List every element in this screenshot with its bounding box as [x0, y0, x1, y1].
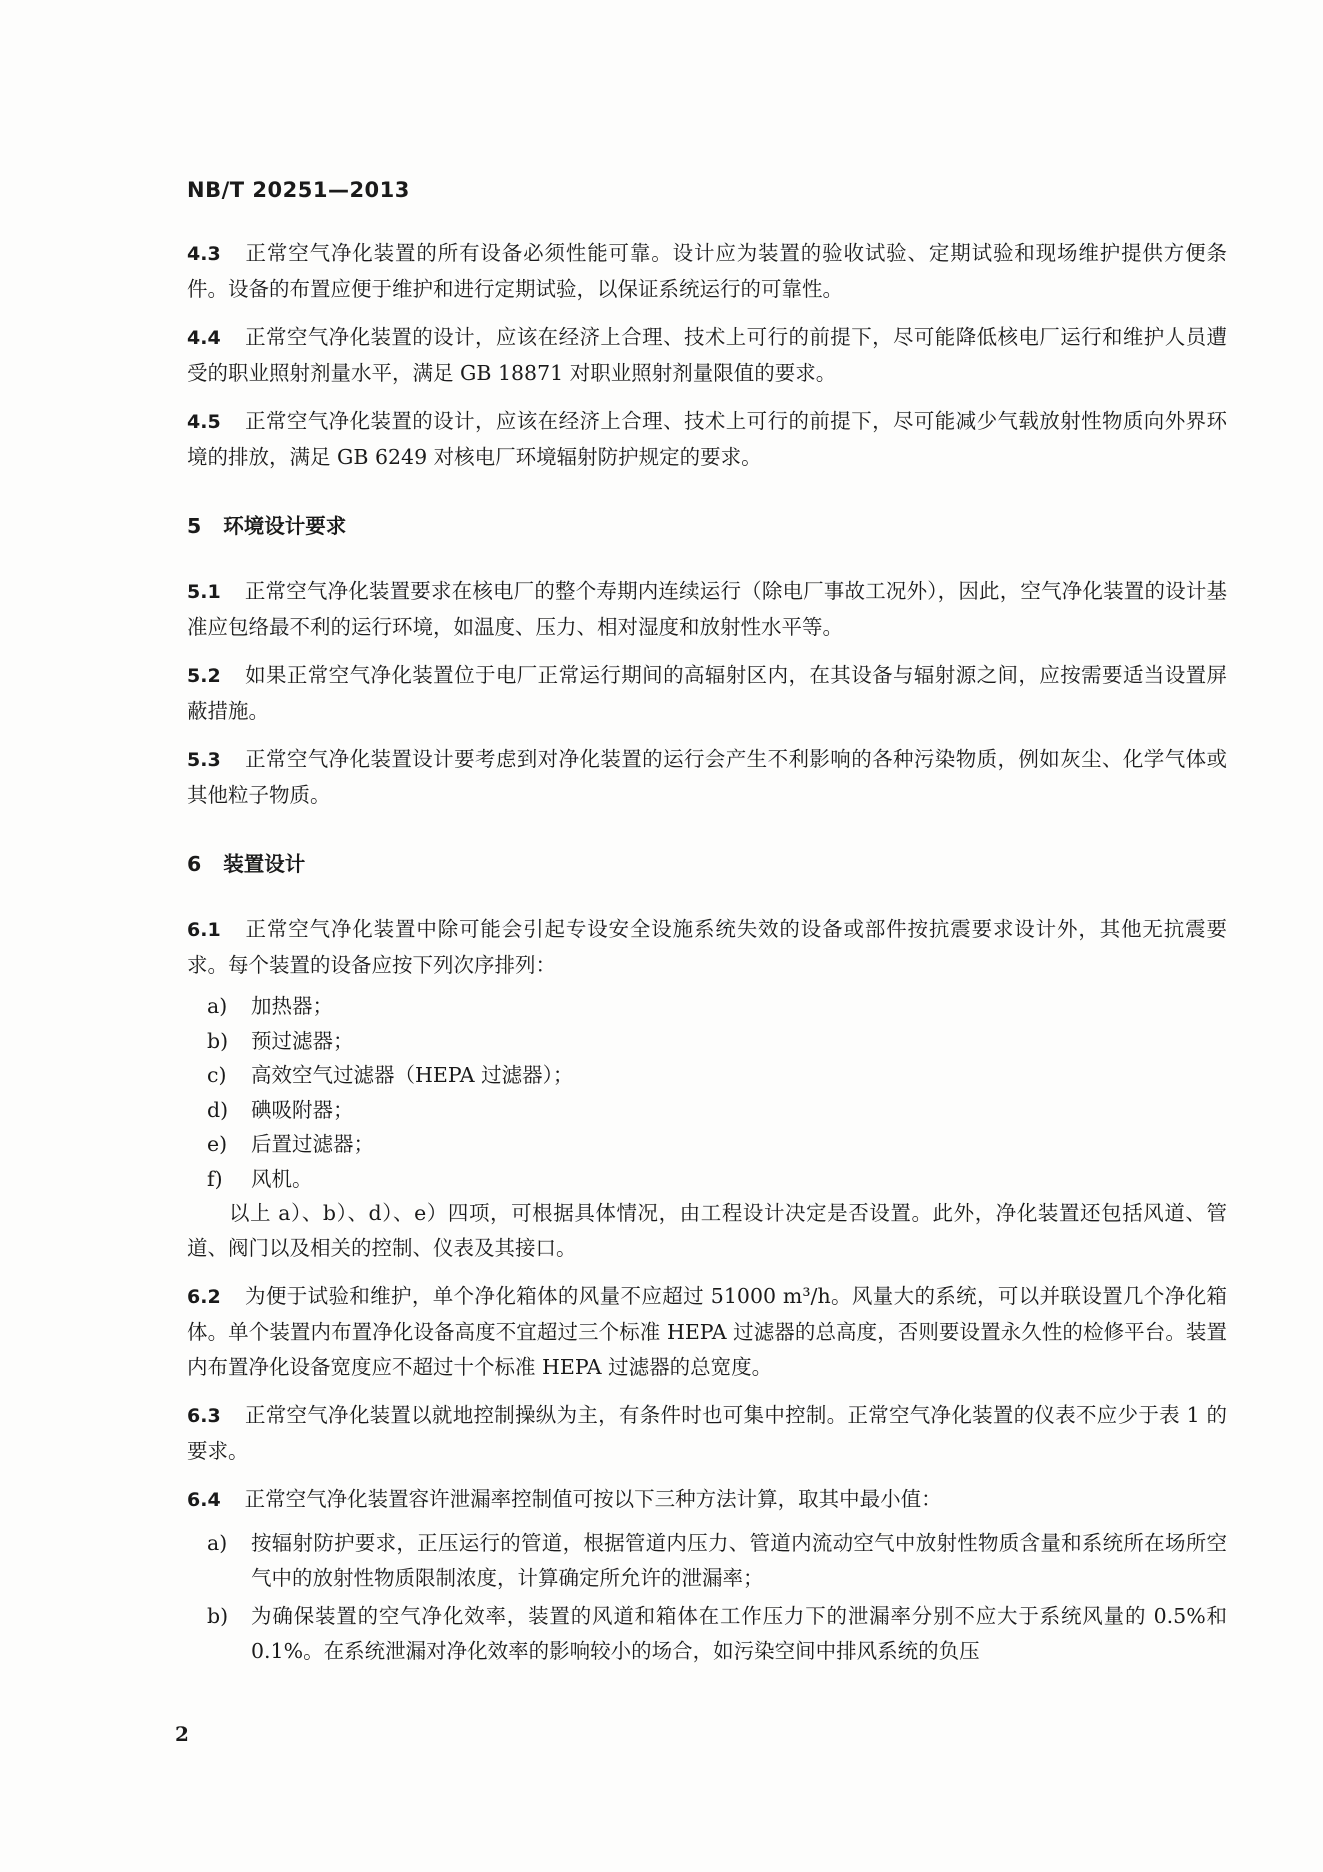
section-heading-6	[187, 847, 1227, 882]
clause-text: 正常空气净化装置以就地控制操纵为主，有条件时也可集中控制。正常空气净化装置的仪表不应少于表 1 的要求。	[187, 1403, 1227, 1463]
clause-5-3	[187, 742, 1227, 813]
list-marker: f)	[207, 1166, 223, 1191]
clause-6-1-continuation: 以上 a）、b）、d）、e）四项，可根据具体情况，由工程设计决定是否设置。此外，净化装置还包括风道、管道、阀门以及相关的控制、仪表及其接口。	[187, 1201, 1227, 1260]
clause-number: 6.4	[187, 1489, 221, 1511]
list-text: 碘吸附器；	[251, 1097, 354, 1122]
list-text: 为确保装置的空气净化效率，装置的风道和箱体在工作压力下的泄漏率分别不应大于系统风量的 0.5%和 0.1%。在系统泄漏对净化效率的影响较小的场合，如污染空间中排风系统的负压	[251, 1604, 1227, 1663]
clause-number: 4.5	[187, 411, 221, 433]
clause-text: 正常空气净化装置的设计，应该在经济上合理、技术上可行的前提下，尽可能降低核电厂运行和维护人员遭受的职业照射剂量水平，满足 GB 18871 对职业照射剂量限值的要求。	[187, 325, 1227, 385]
equipment-order-list	[187, 989, 1227, 1196]
clause-number: 5.1	[187, 581, 221, 603]
clause-number: 6.1	[187, 919, 221, 941]
clause-5-2	[187, 658, 1227, 729]
clause-6-2	[187, 1279, 1227, 1385]
list-marker: e)	[207, 1132, 228, 1156]
list-text: 预过滤器；	[251, 1028, 354, 1053]
clause-6-3	[187, 1398, 1227, 1469]
list-text: 按辐射防护要求，正压运行的管道，根据管道内压力、管道内流动空气中放射性物质含量和系统所在场所空气中的放射性物质限制浓度，计算确定所允许的泄漏率；	[251, 1531, 1227, 1590]
clause-number: 6.3	[187, 1405, 221, 1427]
list-item	[187, 1162, 1227, 1197]
clause-text: 正常空气净化装置中除可能会引起专设安全设施系统失效的设备或部件按抗震要求设计外，其他无抗震要求。每个装置的设备应按下列次序排列：	[187, 917, 1227, 977]
clause-text: 为便于试验和维护，单个净化箱体的风量不应超过 51000 m³/h。风量大的系统，可以并联设置几个净化箱体。单个装置内布置净化设备高度不宜超过三个标准 HEPA 过滤器的总高度，否则要设置永久性的检修平台。装置内布置净化设备宽度应不超过十个标准 HEPA 过滤器的总宽度。	[187, 1284, 1227, 1379]
document-body	[187, 236, 1227, 1672]
clause-4-4	[187, 320, 1227, 391]
clause-number: 5.3	[187, 749, 221, 771]
list-item	[187, 1093, 1227, 1128]
clause-4-5	[187, 404, 1227, 475]
list-text: 加热器；	[251, 994, 333, 1018]
clause-6-1	[187, 912, 1227, 983]
list-item	[187, 1127, 1227, 1162]
list-item	[187, 1599, 1227, 1668]
clause-number: 4.3	[187, 243, 221, 265]
list-marker: c)	[207, 1063, 227, 1087]
clause-number: 6.2	[187, 1286, 221, 1308]
clause-text: 如果正常空气净化装置位于电厂正常运行期间的高辐射区内，在其设备与辐射源之间，应按需要适当设置屏蔽措施。	[187, 663, 1227, 723]
section-heading-5	[187, 509, 1227, 544]
list-text: 风机。	[251, 1166, 313, 1191]
clause-text: 正常空气净化装置设计要考虑到对净化装置的运行会产生不利影响的各种污染物质，例如灰尘、化学气体或其他粒子物质。	[187, 747, 1227, 807]
list-text: 高效空气过滤器（HEPA 过滤器）；	[251, 1063, 574, 1087]
clause-4-3	[187, 236, 1227, 307]
clause-text: 正常空气净化装置的设计，应该在经济上合理、技术上可行的前提下，尽可能减少气载放射性物质向外界环境的排放，满足 GB 6249 对核电厂环境辐射防护规定的要求。	[187, 409, 1227, 469]
list-text: 后置过滤器；	[251, 1132, 374, 1156]
clause-6-4	[187, 1482, 1227, 1518]
section-title: 装置设计	[223, 852, 306, 876]
clause-text: 正常空气净化装置的所有设备必须性能可靠。设计应为装置的验收试验、定期试验和现场维护提供方便条件。设备的布置应便于维护和进行定期试验，以保证系统运行的可靠性。	[187, 241, 1227, 301]
clause-number: 5.2	[187, 665, 221, 687]
clause-5-1	[187, 574, 1227, 645]
clause-text: 正常空气净化装置要求在核电厂的整个寿期内连续运行（除电厂事故工况外），因此，空气净化装置的设计基准应包络最不利的运行环境，如温度、压力、相对湿度和放射性水平等。	[187, 579, 1227, 639]
list-item	[187, 1526, 1227, 1595]
list-marker: a)	[207, 1531, 228, 1555]
section-title: 环境设计要求	[223, 514, 347, 538]
section-number: 5	[187, 514, 202, 538]
list-marker: b)	[207, 1604, 229, 1628]
list-marker: b)	[207, 1028, 229, 1053]
list-marker: d)	[207, 1097, 229, 1122]
list-marker: a)	[207, 994, 228, 1018]
section-number: 6	[187, 852, 202, 876]
clause-text: 正常空气净化装置容许泄漏率控制值可按以下三种方法计算，取其中最小值：	[244, 1487, 942, 1511]
clause-number: 4.4	[187, 327, 221, 349]
page-number: 2	[175, 1722, 189, 1746]
document-id: NB/T 20251—2013	[187, 178, 410, 202]
list-item	[187, 1024, 1227, 1059]
list-item	[187, 1058, 1227, 1093]
list-item	[187, 989, 1227, 1024]
